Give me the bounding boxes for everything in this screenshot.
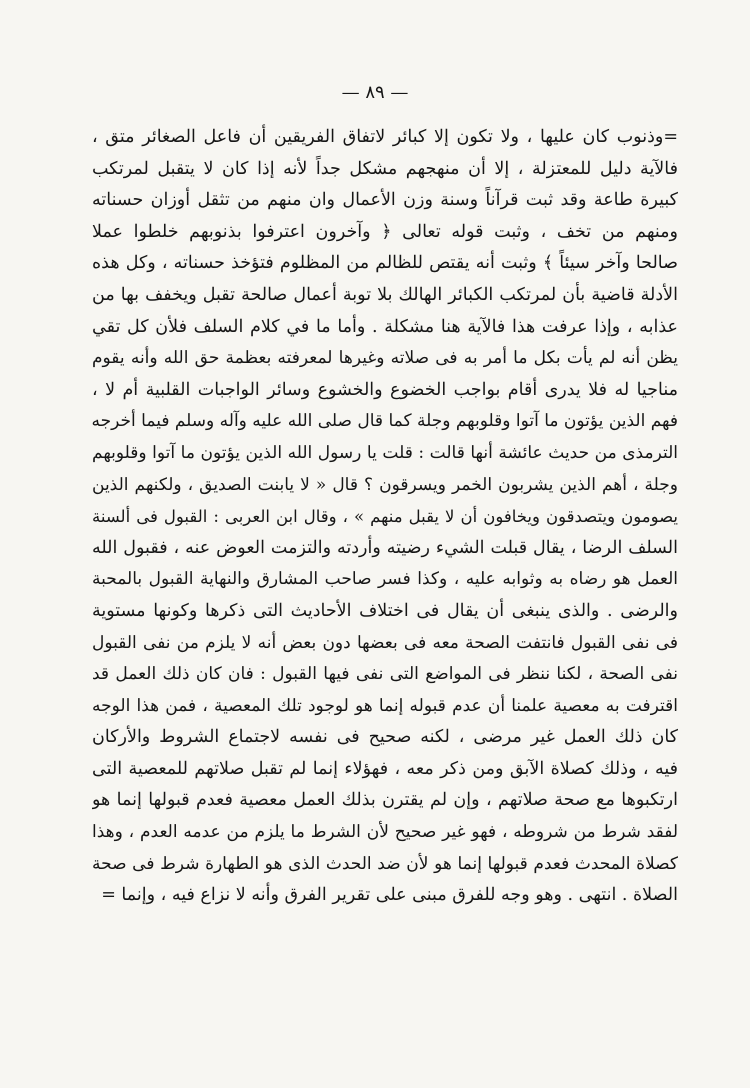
text-line: =وذنوب كان عليها ، ولا تكون إلا كبائر لاتفاق الفريقين أن فاعل الصغائر متق ، xyxy=(92,127,678,147)
text-line: الصلاة . انتهى . وهو وجه للفرق مبنى على تقرير الفرق وأنه لا نزاع فيه ، وإنما = xyxy=(101,885,678,906)
text-line: يظن أنه لم يأت بكل ما أمر به فى صلاته وغيرها لمعرفته بعظمة حق الله وأنه يقوم xyxy=(92,348,678,369)
text-line: يصومون ويتصدقون ويخافون أن لا يقبل منهم » ، وقال ابن العربى : القبول فى ألسنة xyxy=(92,507,678,527)
text-line: ارتكبوها مع صحة صلاتهم ، وإن لم يقترن بذلك العمل معصية فعدم قبولها إنما هو xyxy=(92,790,678,811)
text-line: كبيرة طاعة وقد ثبت قرآناً وسنة وزن الأعمال وان منهم من تثقل أوزان حسناته xyxy=(92,190,678,211)
text-line: فهم الذين يؤتون ما آتوا وقلوبهم وجلة كما قال صلى الله عليه وآله وسلم فيما أخرجه xyxy=(92,411,678,432)
text-line: نفى الصحة ، لكنا ننظر فى المواضع التى نفى فيها القبول : فان كان ذلك العمل قد xyxy=(92,664,678,685)
text-line: فيه ، وذلك كصلاة الآبق ومن ذكر معه ، فهؤلاء إنما لم تقبل صلاتهم للمعصية التى xyxy=(92,758,678,779)
page-number: — ٨٩ — xyxy=(341,82,409,103)
text-line: الأدلة قاضية بأن لمرتكب الكبائر الهالك بلا توبة أعمال صالحة تقبل ويخفف بها من xyxy=(92,284,678,305)
text-line: الترمذى من حديث عائشة أنها قالت : قلت يا رسول الله الذين يؤتون ما آتوا وقلوبهم xyxy=(92,442,678,463)
text-line: اقترفت به معصية علمنا أن عدم قبوله إنما هو لوجود تلك المعصية ، فمن هذا الوجه xyxy=(92,695,678,716)
text-line: والرضى . والذى ينبغى أن يقال فى اختلاف الأحاديث التى ذكرها وكونها مستوية xyxy=(92,600,678,621)
text-line: فى نفى القبول فانتفت الصحة معه فى بعضها دون بعض أنه لا يلزم من نفى القبول xyxy=(92,632,678,653)
text-line: العمل هو رضاه به وثوابه عليه ، وكذا فسر صاحب المشارق والنهاية القبول بالمحبة xyxy=(92,569,678,590)
body-text xyxy=(92,122,678,912)
text-line: السلف الرضا ، يقال قبلت الشيء رضيته وأردته والتزمت العوض عنه ، فقبول الله xyxy=(92,537,678,558)
text-line: لفقد شرط من شروطه ، فهو غير صحيح لأن الشرط ما يلزم من عدمه العدم ، وهذا xyxy=(92,822,678,843)
text-line: فالآية دليل للمعتزلة ، إلا أن منهجهم مشكل جداً لأنه إذا كان لا يتقبل لمرتكب xyxy=(92,158,678,179)
text-line: كان ذلك العمل غير مرضى ، لكنه صحيح فى نفسه لاجتماع الشروط والأركان xyxy=(92,727,678,748)
text-line: ومنهم من تخف ، وثبت قوله تعالى ﴿ وآخرون اعترفوا بذنوبهم خلطوا عملا xyxy=(92,221,678,242)
text-line: كصلاة المحدث فعدم قبولها إنما هو لأن ضد الحدث الذى هو الطهارة شرط فى صحة xyxy=(92,853,678,874)
text-line: وجلة ، أهم الذين يشربون الخمر ويسرقون ؟ قال « لا يابنت الصديق ، ولكنهم الذين xyxy=(92,474,678,495)
text-line: صالحا وآخر سيئاً ﴾ وثبت أنه يقتص للظالم من المظلوم فتؤخذ حسناته ، وكل هذه xyxy=(92,253,678,274)
text-line: مناجيا له فلا يدرى أقام بواجب الخضوع والخشوع وسائر الواجبات القلبية أم لا ، xyxy=(92,379,678,400)
text-line: عذابه ، وإذا عرفت هذا فالآية هنا مشكلة . وأما ما في كلام السلف فلأن كل تقي xyxy=(92,316,678,337)
